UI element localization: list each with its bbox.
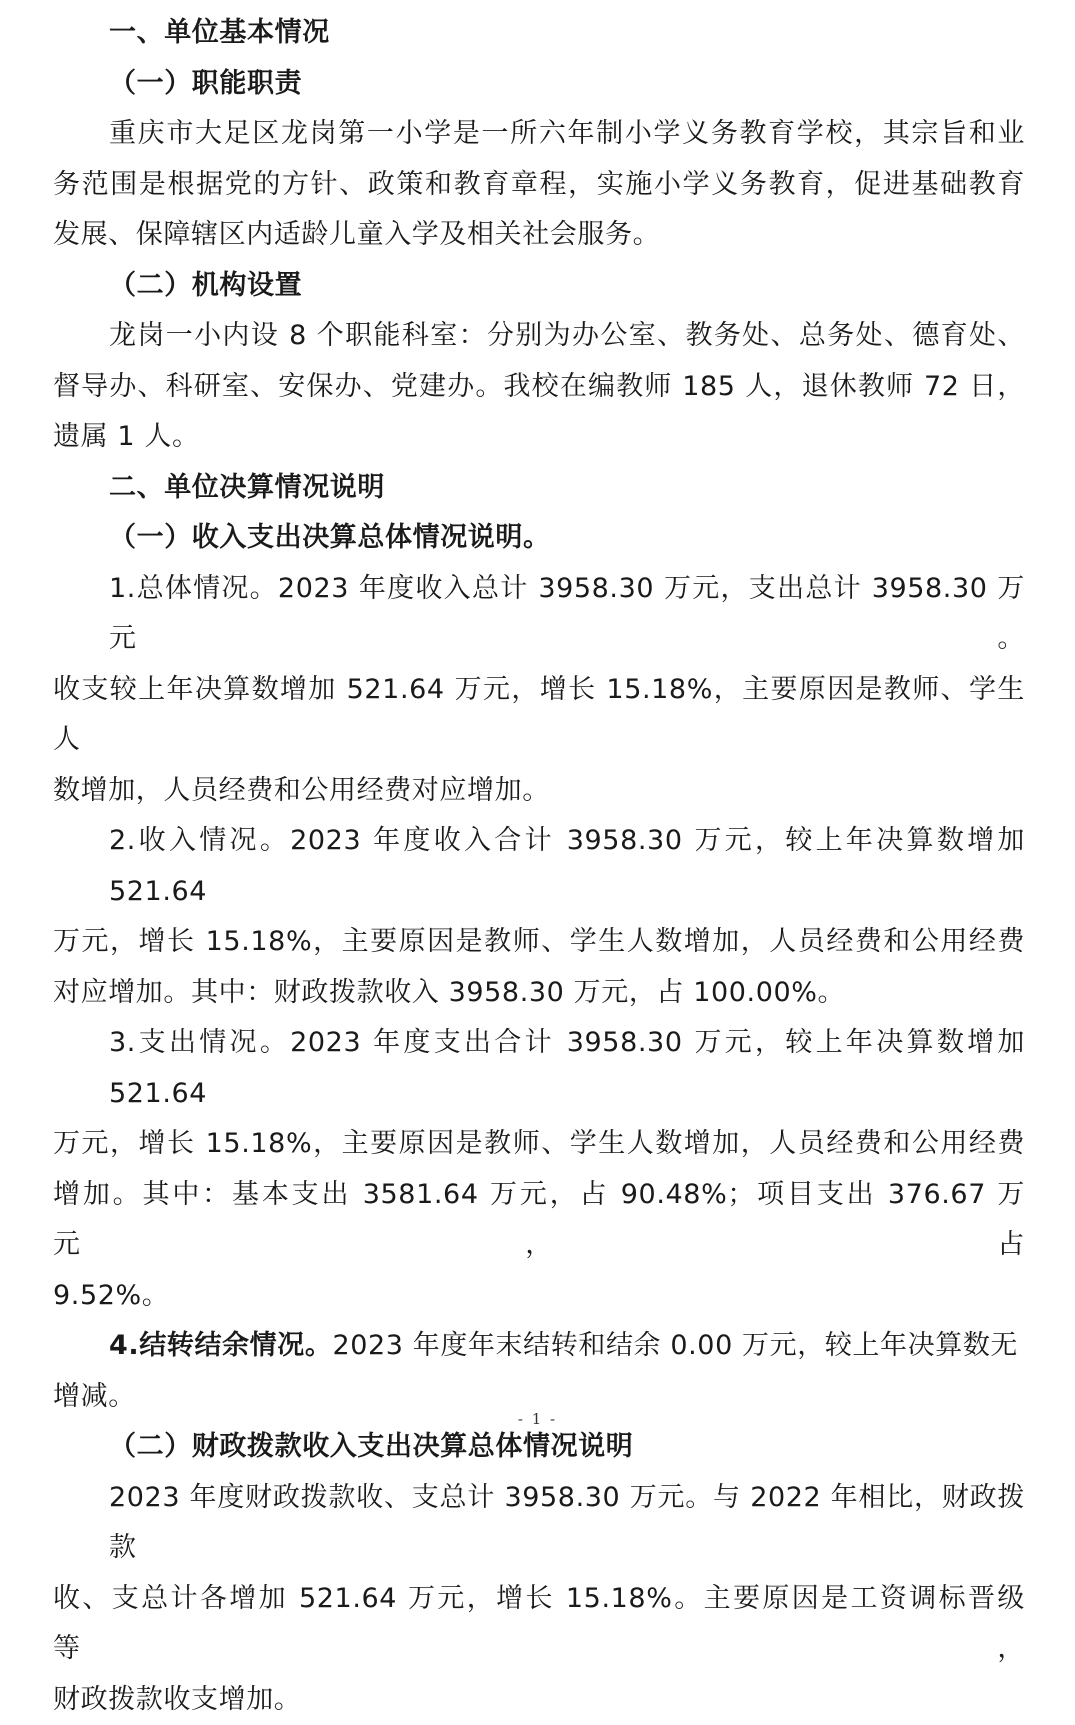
paragraph-expenditure [53,1018,1025,1321]
paragraph-line: 督导办、科研室、安保办、党建办。我校在编教师 185 人，退休教师 72 日， [53,362,1025,413]
paragraph-line: 万元，增长 15.18%，主要原因是教师、学生人数增加，人员经费和公用经费 [53,917,1025,968]
paragraph-line: 1.总体情况。2023 年度收入总计 3958.30 万元，支出总计 3958.30 万元。 [53,564,1025,665]
paragraph-line: 财政拨款收支增加。 [53,1675,1025,1725]
paragraph-line: 增加。其中：基本支出 3581.64 万元，占 90.48%；项目支出 376.67 万元，占 [53,1170,1025,1271]
paragraph-line: 发展、保障辖区内适龄儿童入学及相关社会服务。 [53,210,1025,261]
page-number: - 1 - [0,1410,1075,1428]
subsection-heading-fiscal: （二）财政拨款收入支出决算总体情况说明 [53,1422,1025,1473]
paragraph-income [53,816,1025,1018]
subsection-heading-functions: （一）职能职责 [53,59,1025,110]
paragraph-text: 2023 年度年末结转和结余 0.00 万元，较上年决算数无 [332,1330,1018,1361]
subsection-heading-overall: （一）收入支出决算总体情况说明。 [53,513,1025,564]
paragraph-overall [53,564,1025,817]
paragraph-line: 数增加，人员经费和公用经费对应增加。 [53,766,1025,817]
paragraph-line [53,1321,1025,1372]
document-body [53,8,1025,1725]
paragraph-structure [53,311,1025,463]
subsection-heading-structure: （二）机构设置 [53,261,1025,312]
paragraph-line: 龙岗一小内设 8 个职能科室：分别为办公室、教务处、总务处、德育处、 [53,311,1025,362]
paragraph-line: 3.支出情况。2023 年度支出合计 3958.30 万元，较上年决算数增加 521.64 [53,1018,1025,1119]
paragraph-functions [53,109,1025,261]
paragraph-line: 收支较上年决算数增加 521.64 万元，增长 15.18%，主要原因是教师、学生人 [53,665,1025,766]
paragraph-fiscal [53,1473,1025,1725]
paragraph-line: 遗属 1 人。 [53,412,1025,463]
paragraph-carryover [53,1321,1025,1422]
paragraph-line: 9.52%。 [53,1271,1025,1322]
paragraph-line: 增减。 [53,1372,1025,1423]
paragraph-lead: 4.结转结余情况。 [109,1330,332,1361]
paragraph-line: 重庆市大足区龙岗第一小学是一所六年制小学义务教育学校，其宗旨和业 [53,109,1025,160]
paragraph-line: 万元，增长 15.18%，主要原因是教师、学生人数增加，人员经费和公用经费 [53,1119,1025,1170]
section-heading-1: 一、单位基本情况 [53,8,1025,59]
paragraph-line: 2.收入情况。2023 年度收入合计 3958.30 万元，较上年决算数增加 521.64 [53,816,1025,917]
paragraph-line: 2023 年度财政拨款收、支总计 3958.30 万元。与 2022 年相比，财政拨款 [53,1473,1025,1574]
paragraph-line: 务范围是根据党的方针、政策和教育章程，实施小学义务教育，促进基础教育 [53,160,1025,211]
paragraph-line: 收、支总计各增加 521.64 万元，增长 15.18%。主要原因是工资调标晋级等， [53,1574,1025,1675]
section-heading-2: 二、单位决算情况说明 [53,463,1025,514]
paragraph-line: 对应增加。其中：财政拨款收入 3958.30 万元，占 100.00%。 [53,968,1025,1019]
